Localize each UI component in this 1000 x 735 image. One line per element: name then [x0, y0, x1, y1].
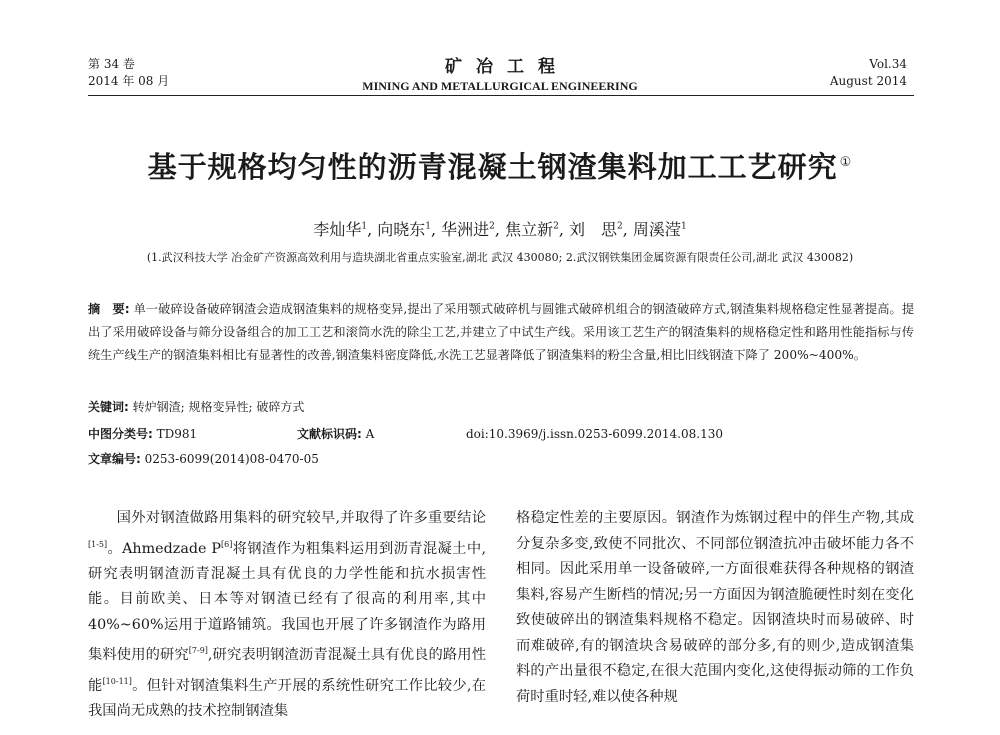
volume-cn: 第 34 卷 [88, 57, 135, 71]
body-column-left: 国外对钢渣做路用集料的研究较早,并取得了许多重要结论[1-5]。Ahmedzade P[6]将钢渣作为粗集料运用到沥青混凝土中,研究表明钢渣沥青混凝土具有优良的力学性能和抗水损害性能。目前欧美、日本等对钢渣已经有了很高的利用率,其中 40%~60%运用于道路铺筑。我国也开展了许多钢渣作为路用集料使用的研究[7-9],研究表明钢渣沥青混凝土具有优良的路用性能[10-11]。但针对钢渣集料生产开展的系统性研究工作比较少,在我国尚无成熟的技术控制钢渣集 [88, 510, 487, 719]
date-cn: 2014 年 08 月 [88, 74, 170, 88]
header-left [88, 56, 169, 90]
keywords-text: 转炉钢渣; 规格变异性; 破碎方式 [132, 400, 305, 414]
volume-en: Vol.34 [869, 57, 907, 71]
date-en: August 2014 [829, 74, 907, 88]
title-text: 基于规格均匀性的沥青混凝土钢渣集料加工工艺研究 [147, 150, 838, 184]
doc-code-value: A [365, 427, 375, 441]
header-right [830, 56, 907, 90]
body-column-right: 格稳定性差的主要原因。钢渣作为炼钢过程中的伴生产物,其成分复杂多变,致使不同批次、不同部位钢渣抗冲击破坏能力各不相同。因此采用单一设备破碎,一方面很难获得各种规格的钢渣集料,容易产生断档的情况;另一方面因为钢渣脆硬性时刻在变化致使破碎出的钢渣集料规格不稳定。因钢渣块时而易破碎、时而难破碎,有的钢渣块含易破碎的部分多,有的则少,造成钢渣集料的产出量很不稳定,在很大范围内变化,这使得振动筛的工作负荷时重时轻,难以使各种规 [516, 510, 914, 705]
journal-masthead [300, 52, 700, 94]
header-rule [88, 95, 914, 96]
journal-name-en: MINING AND METALLURGICAL ENGINEERING [362, 79, 638, 93]
citation: [1-5] [88, 539, 108, 549]
doc-code-label: 文献标识码: [297, 427, 362, 441]
citation: [6] [220, 539, 233, 549]
author: 向晓东$^1$ [377, 220, 431, 239]
keywords [88, 398, 304, 416]
article-number-value: 0253-6099(2014)08-0470-05 [144, 452, 319, 466]
abstract-label: 摘 要: [88, 302, 130, 316]
paper-title [60, 145, 940, 186]
author: 华洲进$^2$ [441, 220, 495, 239]
article-number [88, 450, 319, 468]
citation: [7-9] [188, 646, 208, 656]
abstract-text: 单一破碎设备破碎钢渣会造成钢渣集料的规格变异,提出了采用颚式破碎机与圆锥式破碎机组合的钢渣破碎方式,钢渣集料规格稳定性显著提高。提出了采用破碎设备与筛分设备组合的加工工艺和滚筒水洗的除尘工艺,并建立了中试生产线。采用该工艺生产的钢渣集料的规格稳定性和路用性能指标与传统生产线生产的钢渣集料相比有显著性的改善,钢渣集料密度降低,水洗工艺显著降低了钢渣集料的粉尘含量,相比旧线钢渣下降了 200%~400%。 [88, 302, 915, 362]
keywords-label: 关键词: [88, 400, 129, 414]
affiliations: (1.武汉科技大学 冶金矿产资源高效利用与造块湖北省重点实验室,湖北 武汉 430080; 2.武汉钢铁集团金属资源有限责任公司,湖北 武汉 430082) [146, 251, 854, 264]
classification-value: TD981 [156, 427, 198, 441]
classification [88, 425, 197, 443]
abstract [88, 298, 914, 367]
journal-name-cn: 矿冶工程 [445, 57, 569, 77]
author: 李灿华$^1$ [313, 220, 368, 239]
classification-label: 中图分类号: [88, 427, 153, 441]
article-number-label: 文章编号: [88, 452, 141, 466]
author-list: 李灿华$^1$, 向晓东$^1$, 华洲进$^2$, 焦立新$^2$, 刘 思$^2$, 周溪滢$^1$ [313, 220, 687, 239]
author: 焦立新$^2$ [505, 220, 559, 239]
title-footnote-mark: ① [839, 155, 853, 171]
document-code [297, 425, 374, 443]
author: 周溪滢$^1$ [632, 220, 687, 239]
author: 刘 思$^2$ [569, 220, 623, 239]
doi: doi:10.3969/j.issn.0253-6099.2014.08.130 [466, 427, 723, 441]
citation: [10-11] [102, 676, 132, 686]
